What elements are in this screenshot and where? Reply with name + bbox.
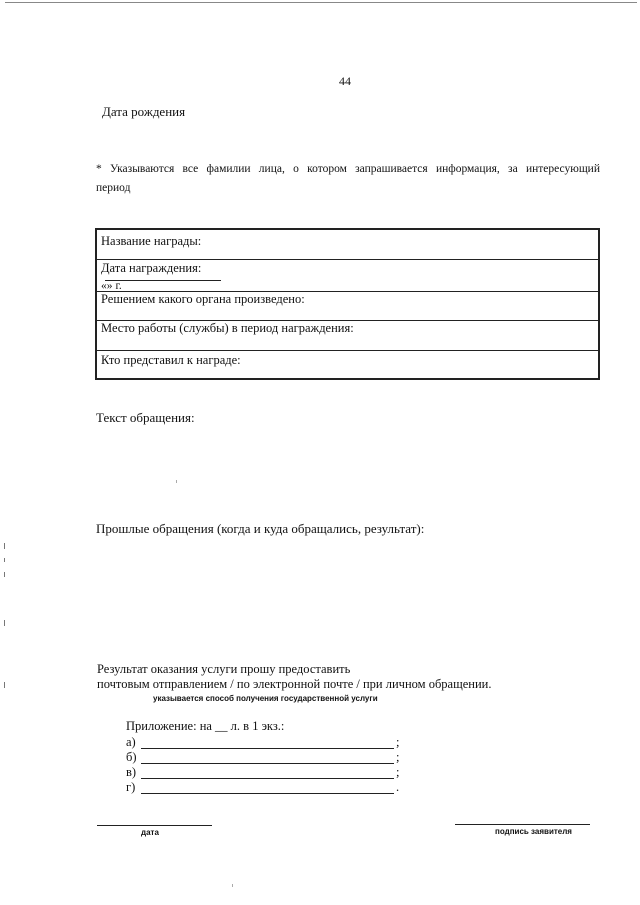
attachment-blank-line xyxy=(141,793,394,794)
applicant-signature-caption: подпись заявителя xyxy=(495,827,572,836)
attachment-end-mark: ; xyxy=(396,765,400,779)
scan-speck xyxy=(176,480,177,483)
attachment-item-g xyxy=(126,780,400,795)
attachment-blank-line xyxy=(141,748,394,749)
top-border-rule xyxy=(5,2,637,3)
workplace-label: Место работы (службы) в период награждения: xyxy=(101,321,354,335)
scan-speck xyxy=(232,884,233,887)
attachment-blank-line xyxy=(141,763,394,764)
footnote-line-1: * Указываются все фамилии лица, о котором запрашивается информация, за интересующий xyxy=(96,163,600,175)
delivery-hint: указывается способ получения государственной услуги xyxy=(153,694,378,703)
delivery-line-1: Результат оказания услуги прошу предоставить xyxy=(97,662,351,676)
delivery-line-2: почтовым отправлением / по электронной почте / при личном обращении. xyxy=(97,677,492,691)
attachment-letter: в) xyxy=(126,765,137,779)
year-suffix: г. xyxy=(115,280,122,292)
attachment-letter: б) xyxy=(126,750,137,764)
year-blank xyxy=(111,280,139,281)
award-table xyxy=(95,228,600,380)
award-name-label: Название награды: xyxy=(101,234,202,248)
birth-date-label: Дата рождения xyxy=(102,104,186,119)
date-signature-line xyxy=(97,825,212,826)
applicant-signature-line xyxy=(455,824,590,825)
nominated-by-label: Кто представил к награде: xyxy=(101,353,241,367)
attachment-end-mark: ; xyxy=(396,735,400,749)
page-number: 44 xyxy=(339,74,351,88)
scan-mark xyxy=(4,558,5,562)
appeal-text-label: Текст обращения: xyxy=(96,410,195,425)
footnote-line-2: период xyxy=(96,182,131,194)
attachment-item-v xyxy=(126,765,400,780)
scan-mark xyxy=(4,543,5,549)
issuing-body-row xyxy=(97,291,598,321)
attachment-title: Приложение: на __ л. в 1 экз.: xyxy=(126,719,285,733)
attachment-letter: а) xyxy=(126,735,136,749)
past-appeals-label: Прошлые обращения (когда и куда обращались, результат): xyxy=(96,521,425,536)
issuing-body-label: Решением какого органа произведено: xyxy=(101,292,305,306)
date-open-quote: « xyxy=(101,280,107,292)
delivery-method xyxy=(97,662,491,692)
footnote xyxy=(96,160,600,198)
award-date-row xyxy=(97,259,598,292)
attachment-blank-line xyxy=(141,778,394,779)
attachment-end-mark: ; xyxy=(396,750,400,764)
nominated-by-row xyxy=(97,350,598,378)
date-close-quote: » xyxy=(106,280,113,292)
attachment-item-b xyxy=(126,750,400,765)
attachment-item-a xyxy=(126,735,400,750)
workplace-row xyxy=(97,320,598,351)
scan-mark xyxy=(4,572,5,577)
award-name-row xyxy=(97,230,598,260)
award-date-label: Дата награждения: xyxy=(101,261,202,275)
date-caption: дата xyxy=(141,828,159,837)
scan-mark xyxy=(4,620,5,626)
scan-mark xyxy=(4,682,5,688)
attachment-letter: г) xyxy=(126,780,136,794)
attachment-end-mark: . xyxy=(396,780,400,794)
